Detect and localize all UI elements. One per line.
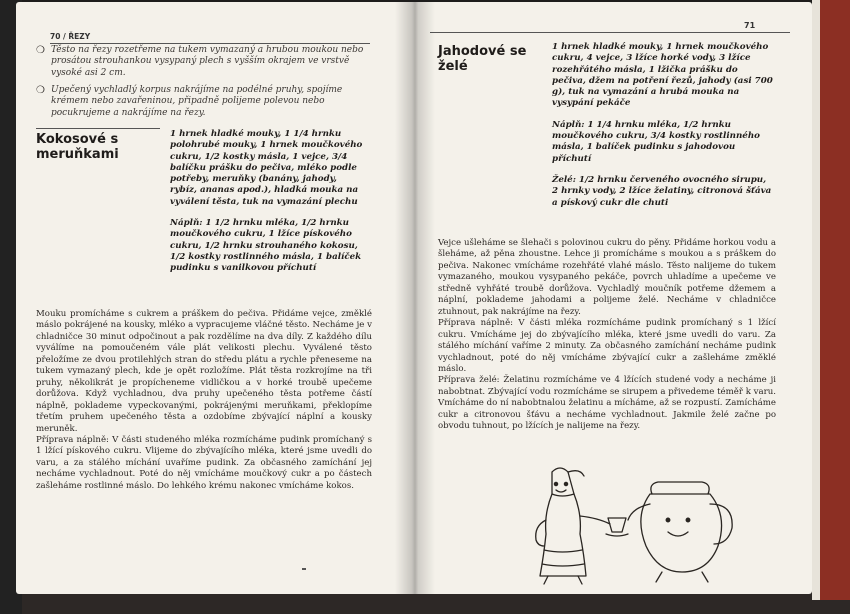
method-block	[36, 309, 372, 492]
page-number: 71	[744, 21, 756, 30]
cartoon-jug-and-cup-illustration	[522, 454, 742, 586]
method-block	[438, 238, 776, 433]
filling-ingredients: Náplň: 1 1/4 hrnku mléka, 1/2 hrnku moučkového cukru, 3/4 kostky rostlinného másla, 1 balíček pudinku s jahodovou příchutí	[552, 119, 760, 164]
method-text: Mouku promícháme s cukrem a práškem do pečiva. Přidáme vejce, změklé máslo pokrájené na kousky, mléko a vypracujeme vláčné těsto. Necháme je v chladničce 30 minut odpočinout a pak rozdělíme na dva díly. Z každého dílu vyválíme na pomoučeném vále plát velikosti plechu. Vyválené těsto přeložíme ze dvou protilehlých stran do středu plátu a rychle přeneseme na tukem vymazaný plech, kde je opět rozložíme. Plát těsta rozkrojíme na tři pruhy, několikrát je propícheneme vidličkou a v horké troubě upečeme dorůžova. Když vychladnou, dva pruhy upečeného těsta potřeme částí náplně, poklademe vypeckovanými, pokrájenými meruňkami, překlopíme třetím pruhem upečeného těsta a ozdobíme zbývající náplní a kousky meruněk.	[36, 309, 372, 434]
circle-bullet-icon: ❍	[36, 45, 45, 56]
recipe-title: Kokosové s meruňkami	[36, 132, 119, 162]
jelly-prep-text: Příprava želé: Želatinu rozmícháme ve 4 lžících studené vody a necháme ji nabobtnat. Zbývající vodu rozmícháme se sirupem a přivedeme téměř k varu. Vmícháme do ní nabobtnalou želatinu a mícháme, až se rozpustí. Zamícháme cukr a citronovou šťávu a necháme vychladnout. Jakmile želé začne po obvodu tuhnout, po lžících je nalijeme na řezy.	[438, 375, 776, 432]
filling-prep-text: Příprava náplně: V části studeného mléka rozmícháme pudink promíchaný s 1 lžící pískového cukru. Vlijeme do zbývajícího mléka, které jsme uvedli do varu, a za stálého míchání uvaříme pudink. Za občasného zamíchání jej necháme vychladnout. Poté do něj vmícháme moučkový cukr a po částech zašleháme rostlinné máslo. Do lehkého krému nakonec vmícháme kokos.	[36, 434, 372, 491]
right-page	[414, 2, 812, 594]
filling-ingredients: Náplň: 1 1/2 hrnku mléka, 1/2 hrnku moučkového cukru, 1 lžíce pískového cukru, 1/2 hrnku strouhaného kokosu, 1/2 kostky rostlinného másla, 1 balíček pudinku s vanilkovou příchutí	[170, 218, 362, 274]
book-gutter-shadow	[395, 2, 435, 594]
intro-item-text: Těsto na řezy rozetřeme na tukem vymazaný a hrubou moukou nebo prosátou strouhankou vysypaný plech s vyšším okrajem ve vrstvě vysoké asi 2 cm.	[51, 45, 364, 78]
method-text: Vejce ušleháme se šlehači s polovinou cukru do pěny. Přidáme horkou vodu a šleháme, až pěna zhoustne. Lehce ji promícháme s moukou a s práškem do pečiva. Nakonec vmícháme rozehřáté vlahé máslo. Těsto nalijeme do tukem vymazaného, moukou vysypaného pekáče, povrch uhladíme a upečeme ve středně vyhřáté troubě dorůžova. Vychladlý moučník potřeme džemem a náplní, poklademe jahodami a polijeme želé. Necháme v chladničce ztuhnout, pak nakrájíme na řezy.	[438, 238, 776, 317]
recipe-title: Jahodové se želé	[438, 44, 527, 74]
ingredients-list: 1 hrnek hladké mouky, 1 1/4 hrnku polohrubé mouky, 1 hrnek moučkového cukru, 1/2 kostky másla, 1 vejce, 3/4 balíčku prášku do pečiva, mléko podle potřeby, meruňky (banány, jahody, rybíz, ananas apod.), hladká mouka na vyválení těsta, tuk na vymazání plechu	[170, 129, 363, 207]
header-rule	[430, 32, 790, 33]
book-cover-edge	[818, 0, 850, 600]
book-shadow	[0, 592, 850, 614]
ingredients-list: 1 hrnek hladké mouky, 1 hrnek moučkového cukru, 4 vejce, 3 lžíce horké vody, 3 lžíce rozehřátého másla, 1 lžička prášku do pečiva, džem na potření řezů, jahody (asi 700 g), tuk na vymazání a hrubá mouka na vysypání pekáče	[552, 42, 773, 109]
page-stack-edge	[812, 0, 820, 600]
running-head: 70 / ŘEZY	[50, 32, 91, 41]
circle-bullet-icon: ❍	[36, 85, 45, 96]
jelly-ingredients: Želé: 1/2 hrnku červeného ovocného sirupu, 2 hrnky vody, 2 lžíce želatiny, citronová šťáva a pískový cukr dle chuti	[552, 174, 772, 208]
intro-item	[36, 85, 372, 119]
header-rule	[50, 43, 370, 44]
filling-prep-text: Příprava náplně: V části mléka rozmícháme pudink promíchaný s 1 lžící cukru. Vmícháme jej do zbývajícího mléka, které jsme uvedli do varu. Za stálého míchání vaříme 2 minuty. Za občasného zamíchání necháme pudink vychladnout, poté do něj vmícháme zbývající cukr a zašleháme změklé máslo.	[438, 318, 776, 374]
print-mark	[302, 568, 306, 570]
left-page	[16, 2, 414, 594]
ingredients-block	[552, 42, 774, 219]
ingredients-block	[170, 129, 366, 285]
title-rule	[36, 128, 160, 129]
intro-item-text: Upečený vychladlý korpus nakrájíme na podélné pruhy, spojíme krémem nebo zavařeninou, připadně polijeme polevou nebo pocukrujeme a nakrájíme na řezy.	[51, 85, 343, 118]
intro-item	[36, 45, 372, 79]
